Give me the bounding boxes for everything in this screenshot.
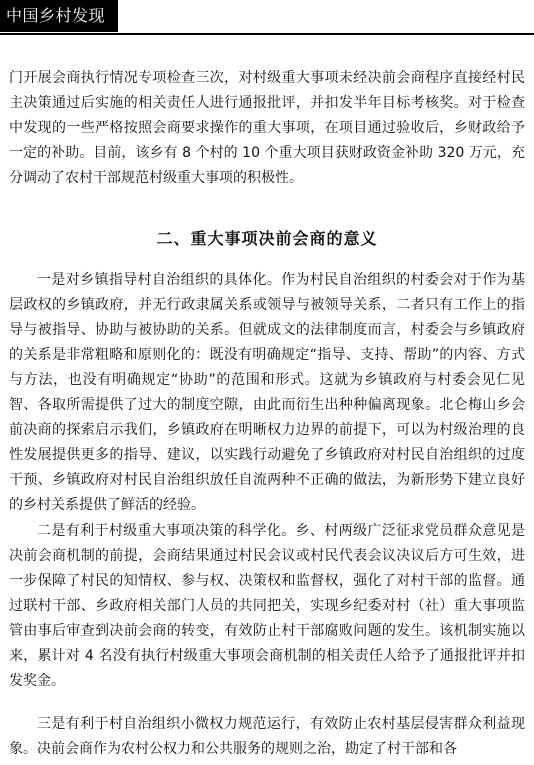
running-header-bar <box>0 0 118 32</box>
section-heading: 二、重大事项决前会商的意义 <box>156 229 378 248</box>
body-paragraph-2: 一是对乡镇指导村自治组织的具体化。作为村民自治组织的村委会对于作为基层政权的乡镇政府，并无行政隶属关系或领导与被领导关系，二者只有工作上的指导与被指导、协助与被协助的关系。但就成文的法律制度而言，村委会与乡镇政府的关系是非常粗略和原则化的：既没有明确规定“指导、支持、帮助”的内容、方式与方法，也没有明确规定“协助”的范围和形式。这就为乡镇政府与村委会见仁见智、各取所需提供了过大的制度空隙，由此而衍生出种种偏离现象。北仑梅山乡会前决商的探索启示我们，乡镇政府在明晰权力边界的前提下，可以为村级治理的良性发展提供更多的指导、建议，以实践行动避免了乡镇政府对村民自治组织的过度干预、乡镇政府对村民自治组织放任自流两种不正确的做法，为新形势下建立良好的乡村关系提供了鲜活的经验。 <box>9 272 525 513</box>
running-header <box>0 0 534 36</box>
header-rule <box>0 33 534 35</box>
journal-title: 中国乡村发现 <box>6 6 106 25</box>
body-paragraph-1: 门开展会商执行情况专项检查三次，对村级重大事项未经决前会商程序直接经村民主决策通过后实施的相关责任人进行通报批评，并扣发半年目标考核奖。对于检查中发现的一些严格按照会商要求操作的重大事项，在项目通过验收后，乡财政给予一定的补助。目前，该乡有 8 个村的 10 个重大项目获财政资金补助 320 万元，充分调动了农村干部规范村级重大事项的积极性。 <box>9 70 525 186</box>
body-paragraph-4: 三是有利于村自治组织小微权力规范运行，有效防止农村基层侵害群众利益现象。决前会商作为农村公权力和公共服务的规则之治，勘定了村干部和各 <box>9 716 525 757</box>
body-paragraph-3: 二是有利于村级重大事项决策的科学化。乡、村两级广泛征求党员群众意见是决前会商机制的前提，会商结果通过村民会议或村民代表会议决议后方可生效，进一步保障了村民的知情权、参与权、决策权和监督权，强化了对村干部的监督。通过联村干部、乡政府相关部门人员的共同把关，实现乡纪委对村（社）重大事项监管由事后审查到决前会商的转变，有效防止村干部腐败问题的发生。该机制实施以来，累计对 4 名没有执行村级重大事项会商机制的相关责任人给予了通报批评并扣发奖金。 <box>9 523 525 689</box>
